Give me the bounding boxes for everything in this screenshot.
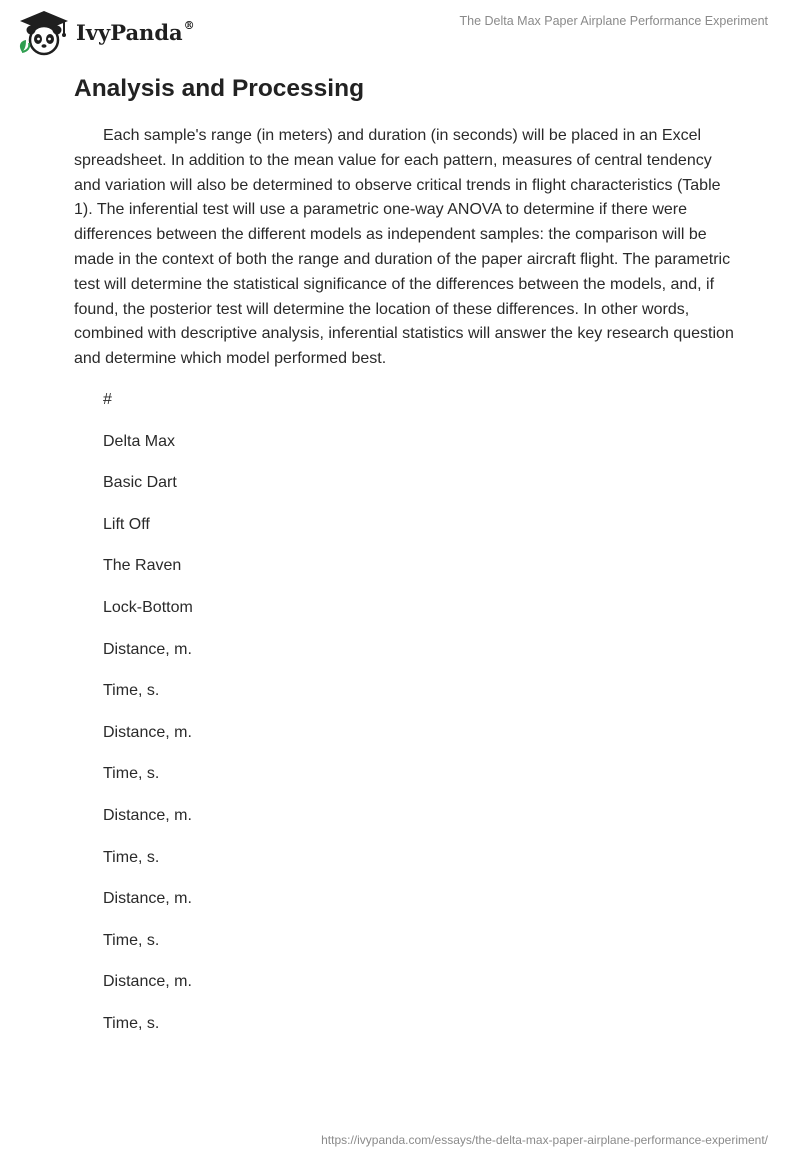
table-cell: Distance, m. [103,640,192,658]
source-url-link[interactable]: https://ivypanda.com/essays/the-delta-max-paper-airplane-performance-experiment/ [321,1133,768,1147]
registered-mark: ® [183,19,195,32]
table-cell: Time, s. [103,682,160,700]
document-title: The Delta Max Paper Airplane Performance Experiment [459,14,768,28]
article-content [74,72,734,1055]
table-cell: Time, s. [103,931,160,949]
table-cell: Delta Max [103,432,176,450]
panda-graduation-cap-icon [14,8,72,56]
table-cell: Time, s. [103,848,160,866]
table-cell-list [103,390,734,1034]
section-heading: Analysis and Processing [74,75,365,102]
page-header [0,0,800,70]
table-cell: Lift Off [103,515,150,533]
table-cell: Distance, m. [103,723,192,741]
table-cell: The Raven [103,557,182,575]
table-cell: Distance, m. [103,806,192,824]
brand-name: IvyPanda® [76,19,195,45]
ivypanda-logo-link[interactable] [14,8,204,58]
table-cell: Distance, m. [103,890,192,908]
body-paragraph: Each sample's range (in meters) and duration (in seconds) will be placed in an Excel spreadsheet. In addition to the mean value for each pattern, measures of central tendency and variation will also be determined to observe critical trends in flight characteristics (Table 1). The inferential test will use a parametric one-way ANOVA to determine if there were differences between the different models as independent samples: the comparison will be made in the context of both the range and duration of the paper aircraft flight. The parametric test will determine the statistical significance of the differences between the models, and, if found, the posterior test will determine the location of these differences. In other words, combined with descriptive analysis, inferential statistics will answer the key research question and determine which model performed best. [74,127,734,368]
table-cell: Lock-Bottom [103,598,193,616]
table-cell: # [103,390,112,408]
table-cell: Basic Dart [103,474,177,492]
table-cell: Time, s. [103,765,160,783]
table-cell: Distance, m. [103,973,192,991]
table-cell: Time, s. [103,1014,160,1032]
